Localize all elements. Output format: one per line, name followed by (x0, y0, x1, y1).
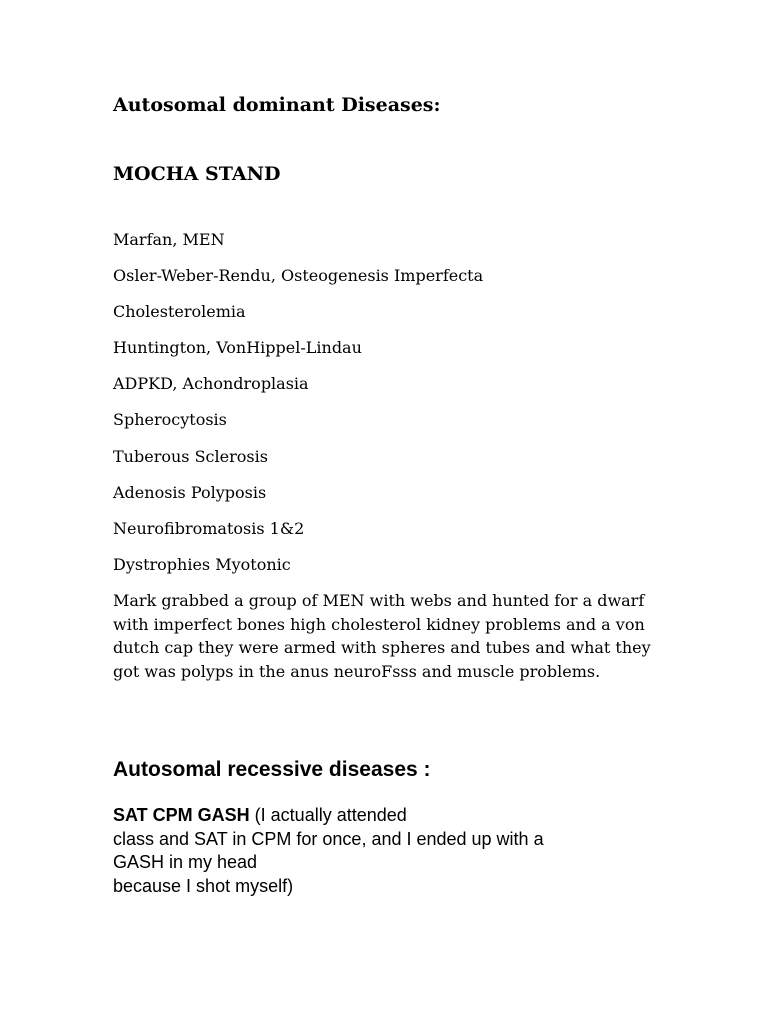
recessive-line-4: because I shot myself) (113, 875, 294, 896)
list-item: Spherocytosis (113, 410, 227, 430)
list-item: ADPKD, Achondroplasia (113, 374, 309, 394)
list-item: Osler-Weber-Rendu, Osteogenesis Imperfecta (113, 266, 484, 286)
recessive-line-2: class and SAT in CPM for once, and I ended up with a (113, 828, 544, 849)
mnemonic-sat-cpm-gash: SAT CPM GASH (113, 805, 250, 825)
list-item: Huntington, VonHippel-Lindau (113, 338, 362, 358)
list-item: Tuberous Sclerosis (113, 446, 268, 466)
mnemonic-mocha-stand: MOCHA STAND (113, 163, 281, 185)
list-item: Neurofibromatosis 1&2 (113, 518, 305, 538)
recessive-line-1 (113, 804, 693, 828)
recessive-line-3: GASH in my head (113, 852, 258, 872)
dominant-mnemonic-story: Mark grabbed a group of MEN with webs and hunted for a dwarf with imperfect bones high cholesterol kidney problems and a von dutch cap they were armed with spheres and tubes and what they got was polyps in the anus neuroFsss and muscle problems. (113, 591, 651, 681)
heading-autosomal-dominant: Autosomal dominant Diseases: (113, 94, 441, 116)
list-item: Cholesterolemia (113, 302, 246, 322)
list-item: Adenosis Polyposis (113, 482, 267, 502)
heading-autosomal-recessive: Autosomal recessive diseases : (113, 758, 431, 781)
dominant-disease-list (113, 229, 483, 590)
recessive-story-part: (I actually attended (249, 805, 407, 825)
list-item: Marfan, MEN (113, 230, 225, 249)
recessive-mnemonic-paragraph (113, 804, 693, 898)
list-item: Dystrophies Myotonic (113, 554, 291, 574)
